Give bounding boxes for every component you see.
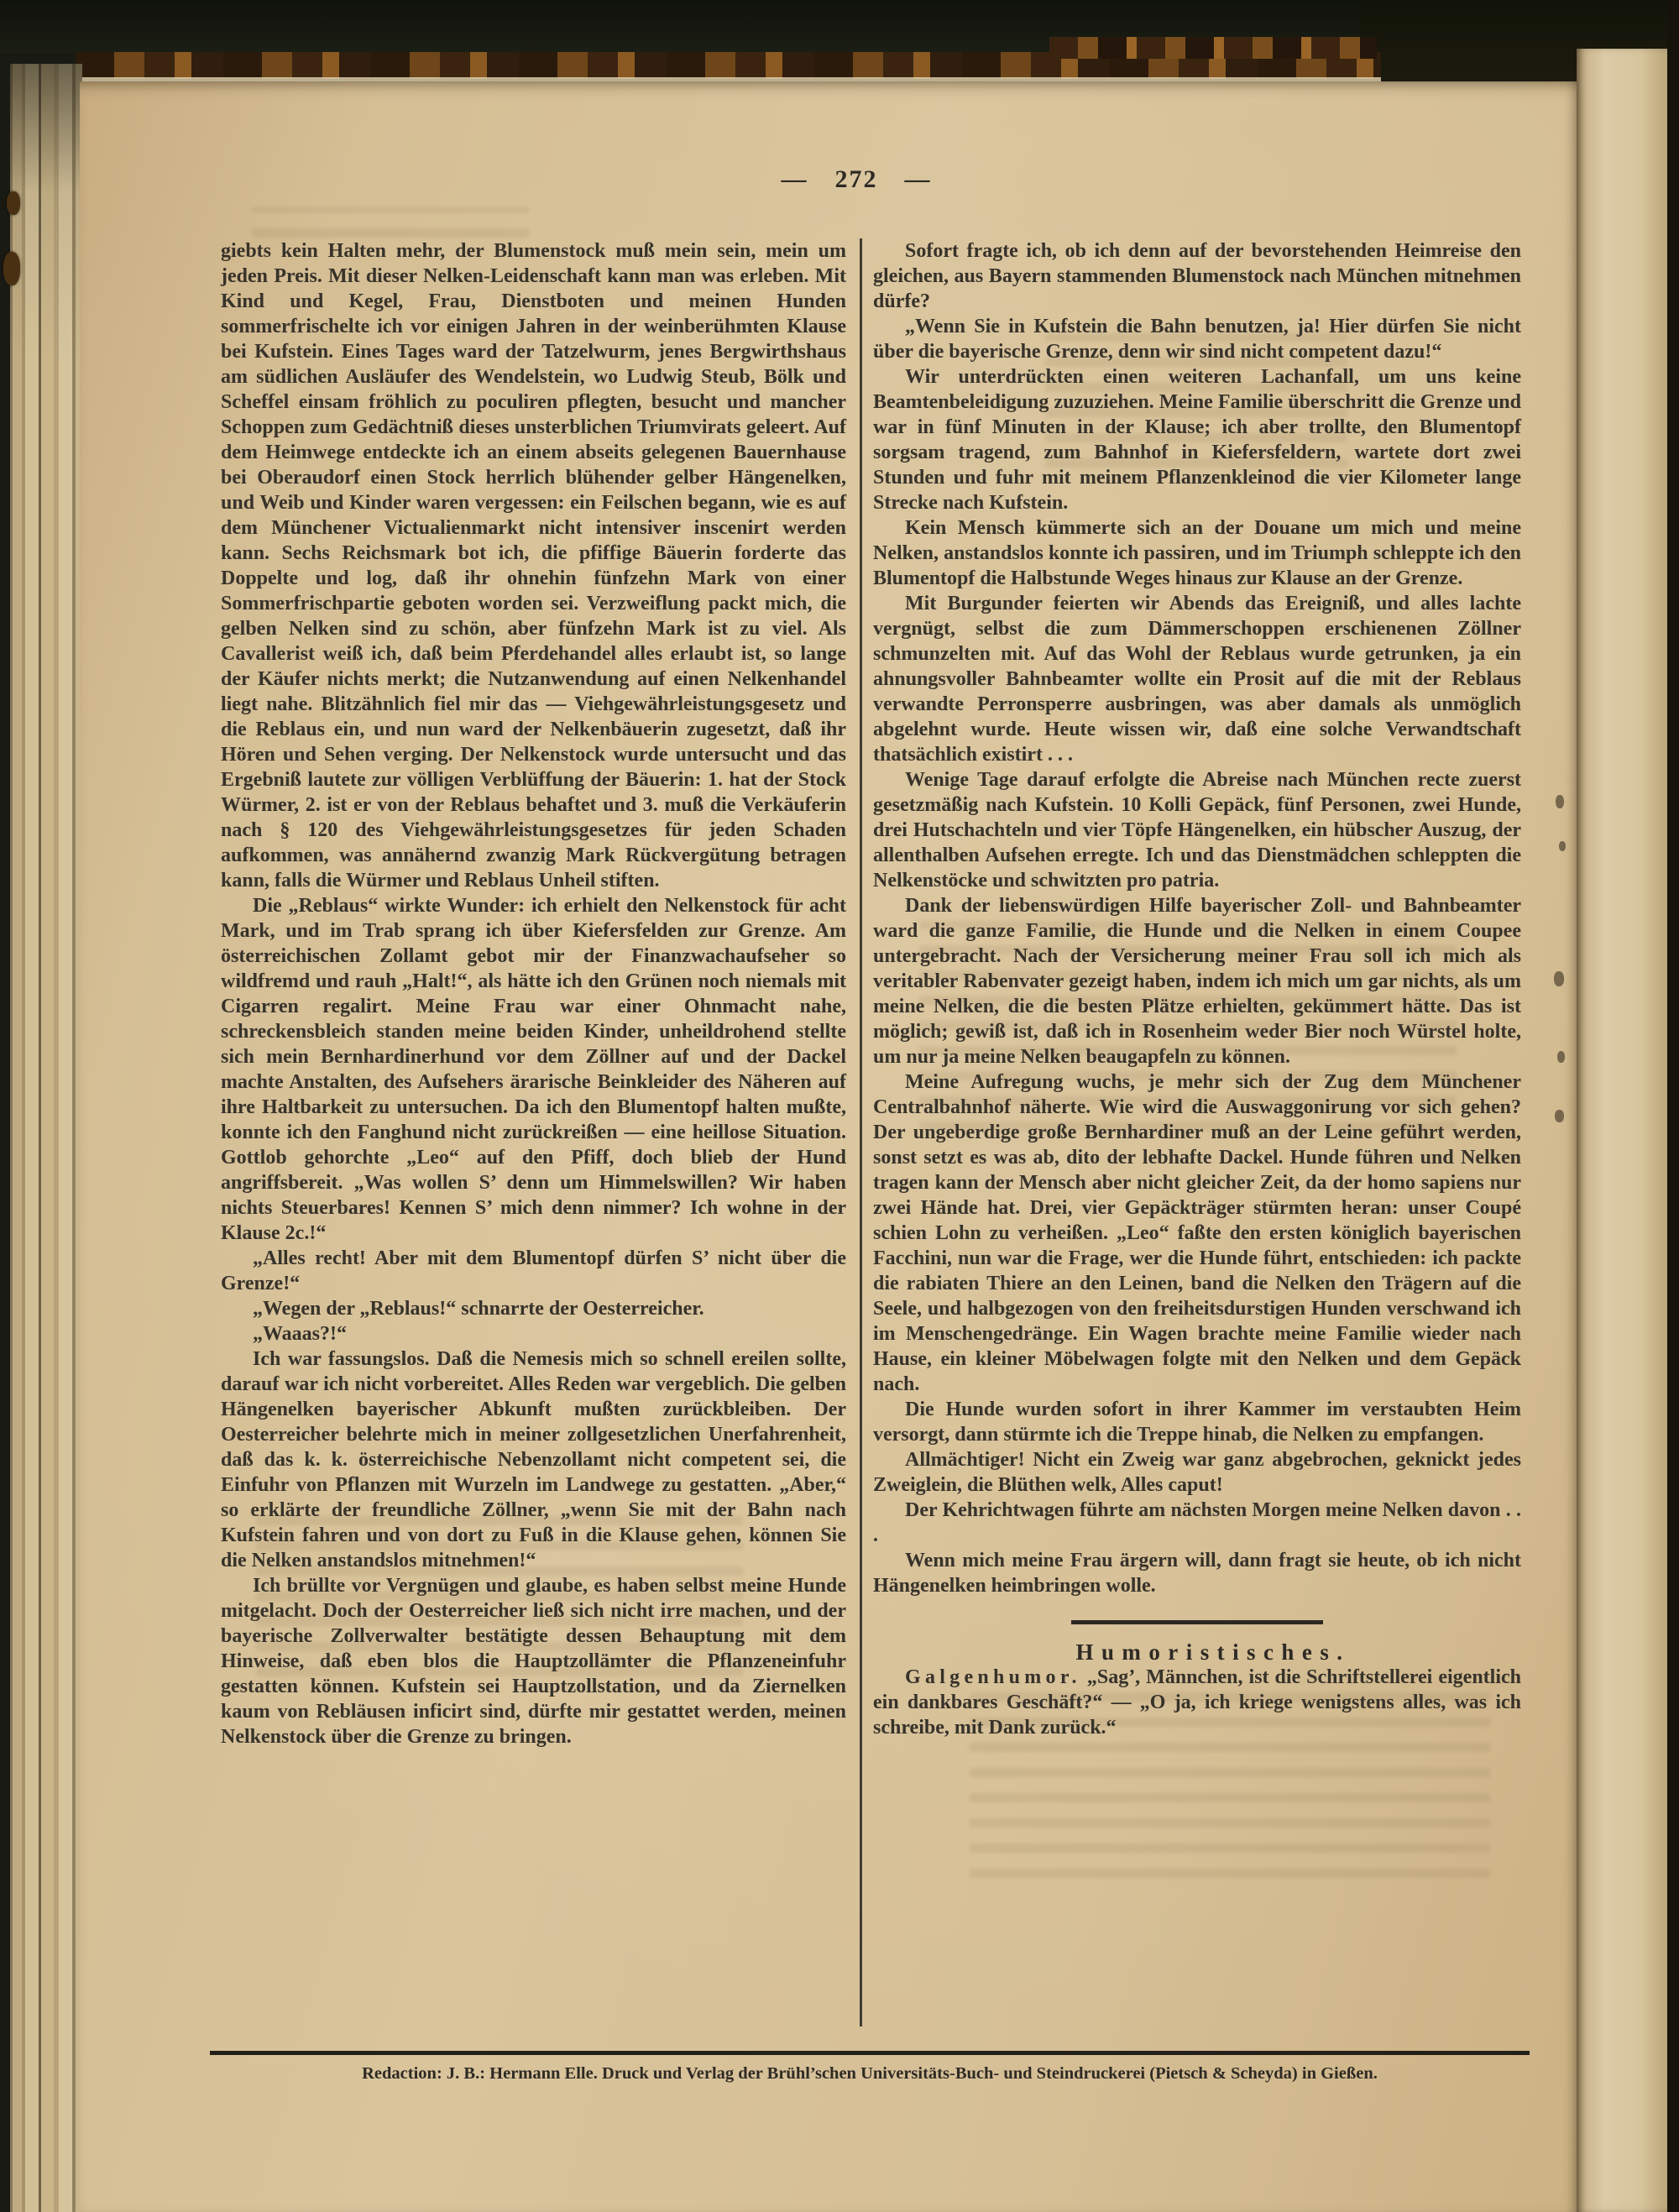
section-heading: Humoristisches. (1075, 1639, 1351, 1665)
left-text-column (221, 238, 846, 1749)
imprint-line: Redaction: J. B.: Hermann Elle. Druck und Verlag der Brühl’schen Universitäts-Buch- und Steindruckerei (Pietsch & Scheyda) in Gießen. (362, 2064, 1378, 2083)
scanner-background-right (1667, 0, 1679, 2212)
humor-item (873, 1665, 1521, 1740)
scanned-book-page (80, 81, 1577, 2212)
edge-ink-mark (1556, 795, 1564, 808)
column-divider-rule (860, 238, 862, 2026)
page-number: — 272 — (781, 165, 932, 193)
section-divider-rule (1071, 1620, 1323, 1624)
next-page-fore-edge (1577, 49, 1669, 2212)
paragraph: Die Hunde wurden sofort in ihrer Kammer im verstaubten Heim versorgt, dann stürmte ich die Treppe hinab, die Nelken zu empfangen. (873, 1399, 1521, 1446)
tortoiseshell-page-corner-edge (1049, 37, 1377, 59)
bleedthrough-patch (252, 207, 529, 238)
paragraph: giebts kein Halten mehr, der Blumenstock muß mein sein, mein um jeden Preis. Mit dieser Nelken-Leidenschaft kann man was erleben. Mit Kind und Kegel, Frau, Dienstboten und meinen Hunden sommerfrischelte ich vor einigen Jahren in der weinberühmten Klause bei Kufstein. Eines Tages ward der Tatzelwurm, jenes Bergwirthshaus am südlichen Ausläufer des Wendelstein, wo Ludwig Steub, Bölk und Scheffel einsam fröhlich zu poculiren pflegten, besucht und mancher Schoppen zum Gedächtniß dieses unsterblichen Triumvirats geleert. Auf dem Heimwege entdeckte ich an einem abseits gelegenen Bauernhause bei Oberaudorf einen Stock herrlich blühender gelber Hängenelken, und Weib und Kinder waren vergessen: ein Feilschen begann, wie es auf dem Münchener Victualienmarkt nicht intensiver inscenirt werden kann. Sechs Reichsmark bot ich, die pfiffige Bäuerin forderte das Doppelte und log, daß ihr ohnehin fünfzehn Mark von einer Sommerfrischpartie geboten worden sei. Verzweiflung packt mich, die gelben Nelken sind zu schön, aber fünfzehn Mark ist zu viel. Als Cavallerist weiß ich, daß beim Pferdehandel alles erlaubt ist, so lange der Käufer nichts merkt; die Nutzanwendung auf einen Nelkenhandel liegt nahe. Blitzähnlich fiel mir das — Viehgewährleistungsgesetz und die Reblaus ein, und nun ward der Nelkenbäuerin zugesetzt, daß ihr Hören und Sehen verging. Der Nelkenstock wurde untersucht und das Ergebniß lautete zur völligen Verblüffung der Bäuerin: 1. hat der Stock Würmer, 2. ist er von der Reblaus behaftet und 3. muß die Verkäuferin nach § 120 des Viehgewährleistungsgesetzes für jeden Schaden aufkommen, was annähernd zwanzig Mark Rückvergütung betragen kann, falls die Würmer und Reblaus Unheil stiften. (221, 240, 846, 892)
edge-ink-mark (1559, 841, 1566, 851)
binding-fragment (7, 191, 20, 215)
paragraph: Mit Burgunder feierten wir Abends das Ereigniß, und alles lachte vergnügt, selbst die zum Dämmerschoppen erschienenen Zöllner schmunzelten mit. Auf das Wohl der Reblaus wurde getrunken, ja ein ahnungsvoller Bahnbeamter wollte ein Prosit auf die mit der Reblaus verwandte Perronsperre ausbringen, was aber damals als unmöglich abgelehnt wurde. Heute wissen wir, daß eine solche Verwandtschaft thatsächlich existirt . . . (873, 593, 1521, 766)
paragraph: Wenige Tage darauf erfolgte die Abreise nach München recte zuerst gesetzmäßig nach Kufstein. 10 Kolli Gepäck, fünf Personen, zwei Hunde, drei Hutschachteln und vier Töpfe Hängenelken, ein hübscher Auszug, der allenthalben Aufsehen erregte. Ich und das Dienstmädchen schleppten die Nelkenstöcke und schwitzten pro patria. (873, 769, 1521, 892)
paragraph: Wir unterdrückten einen weiteren Lachanfall, um uns keine Beamtenbeleidigung zuzuziehen. Meine Familie überschritt die Grenze und war in fünf Minuten in der Klause; ich aber trollte, den Blumentopf sorgsam tragend, zum Bahnhof in Kiefersfeldern, wartete dort zwei Stunden und fuhr mit meinem Pflanzenkleinod die vier Kilometer lange Strecke nach Kufstein. (873, 366, 1521, 514)
paragraph: Kein Mensch kümmerte sich an der Douane um mich und meine Nelken, anstandslos konnte ich passiren, und im Triumph schleppte ich den Blumentopf die Halbstunde Weges hinaus zur Klause an der Grenze. (873, 517, 1521, 589)
footer-rule (210, 2051, 1530, 2055)
edge-ink-mark (1555, 1110, 1564, 1122)
paragraph: Die „Reblaus“ wirkte Wunder: ich erhielt den Nelkenstock für acht Mark, und im Trab sprang ich über Kiefersfelden zur Grenze. Am österreichischen Zollamt gebot mir der Finanzwachaufseher so wildfremd und rauh „Halt!“, als hätte ich den Grünen noch niemals mit Cigarren regalirt. Meine Frau war einer Ohnmacht nahe, schreckensbleich standen meine beiden Kinder, unheildrohend stellte sich mein Bernhardinerhund vor dem Zöllner auf und der Dackel machte Anstalten, des Aufsehers ärarische Beinkleider des Näheren auf ihre Haltbarkeit zu untersuchen. Da ich den Blumentopf halten mußte, konnte ich den Fanghund nicht zurückreißen — eine heillose Situation. Gottlob gehorchte „Leo“ auf den Pfiff, doch blieb der Hund angriffsbereit. „Was wollen S’ denn um Himmelswillen? Wir haben nichts Steuerbares! Kennen S’ mich denn nimmer? Ich wohne in der Klause 2c.!“ (221, 895, 846, 1244)
paragraph: Sofort fragte ich, ob ich denn auf der bevorstehenden Heimreise den gleichen, aus Bayern stammenden Blumenstock nach München mitnehmen dürfe? (873, 240, 1521, 312)
paragraph: „Waaas?!“ (253, 1323, 348, 1345)
page-stack-shadow (10, 64, 82, 2212)
humor-item-text: „Sag’, Männchen, ist die Schriftstellerei eigentlich ein dankbares Geschäft?“ — „O ja, ich kriege wenigstens alles, was ich schreibe, mit Dank zurück.“ (873, 1666, 1521, 1739)
paragraph: Ich brüllte vor Vergnügen und glaube, es haben selbst meine Hunde mitgelacht. Doch der Oesterreicher ließ sich nicht irre machen, und der bayerische Zollverwalter bestätigte dessen Behauptung mit dem Hinweise, daß eben blos die Hauptzollämter die Pflanzeneinfuhr gestatten können. Kufstein sei Hauptzollstation, und da Ziernelken kaum von Rebläusen inficirt sind, dürfte mir gestattet werden, meinen Nelkenstock über die Grenze zu bringen. (221, 1575, 846, 1748)
paragraph: Der Kehrichtwagen führte am nächsten Morgen meine Nelken davon . . . (873, 1499, 1521, 1546)
paragraph: Dank der liebenswürdigen Hilfe bayerischer Zoll- und Bahnbeamter ward die ganze Familie, die Hunde und die Nelken in einem Coupee untergebracht. Nach der Versicherung meiner Frau soll ich mich als veritabler Rabenvater gezeigt haben, indem ich mich um gar nichts, als um meine Nelken, die die besten Plätze erhielten, gekümmert hätte. Das ist möglich; gewiß ist, daß ich in Rosenheim weder Bier noch Würstel holte, um nur ja meine Nelken beaugapfeln zu können. (873, 895, 1521, 1068)
edge-ink-mark (1557, 1051, 1565, 1063)
paragraph: Wenn mich meine Frau ärgern will, dann fragt sie heute, ob ich nicht Hängenelken heimbringen wolle. (873, 1550, 1521, 1597)
paragraph: Meine Aufregung wuchs, je mehr sich der Zug dem Münchener Centralbahnhof näherte. Wie wird die Auswaggonirung vor sich gehen? Der ungeberdige große Bernhardiner muß an der Leine geführt werden, sonst setzt es was ab, dito der lebhafte Dackel. Hunde führen und Nelken tragen kann der Mensch aber nicht gleicher Zeit, da der homo sapiens nur zwei Hände hat. Drei, vier Gepäckträger stürmten heran: unser Coupé schien Lohn zu verheißen. „Leo“ faßte den ersten königlich bayerischen Facchini, nun war die Frage, wer die Hunde führt, entschieden: ich packte die rabiaten Thiere an den Leinen, band die Nelken den Trägern auf die Seele, und halbgezogen von den freiheitsdurstigen Hunden verschwand ich im Menschengedränge. Ein Wagen brachte meine Familie wieder nach Hause, ein kleiner Möbelwagen folgte mit den Nelken und dem Gepäck nach. (873, 1071, 1521, 1395)
humor-item-title: Galgenhumor. (905, 1666, 1081, 1688)
paragraph: Ich war fassungslos. Daß die Nemesis mich so schnell ereilen sollte, darauf war ich nicht vorbereitet. Alles Reden war vergeblich. Die gelben Hängenelken bayerischer Abkunft mußten zurückbleiben. Der Oesterreicher belehrte mich in meiner zollgesetzlichen Unerfahrenheit, daß das k. k. österreichische Nebenzollamt nicht competent sei, die Einfuhr von Pflanzen mit Wurzeln im Landwege zu gestatten. „Aber,“ so erklärte der freundliche Zöllner, „wenn Sie mit der Bahn nach Kufstein fahren und von dort zu Fuß in die Klause gehen, können Sie die Nelken anstandslos mitnehmen!“ (221, 1348, 846, 1571)
paragraph: „Wegen der „Reblaus!“ schnarrte der Oesterreicher. (253, 1298, 704, 1320)
paragraph: Allmächtiger! Nicht ein Zweig war ganz abgebrochen, geknickt jedes Zweiglein, die Blüthen welk, Alles caput! (873, 1449, 1521, 1496)
right-text-column (873, 238, 1521, 1740)
paragraph: „Alles recht! Aber mit dem Blumentopf dürfen S’ nicht über die Grenze!“ (221, 1247, 846, 1294)
binding-fragment (3, 252, 20, 285)
paragraph: „Wenn Sie in Kufstein die Bahn benutzen, ja! Hier dürfen Sie nicht über die bayerische Grenze, denn wir sind nicht competent dazu!“ (873, 316, 1521, 363)
edge-ink-mark (1554, 971, 1564, 986)
